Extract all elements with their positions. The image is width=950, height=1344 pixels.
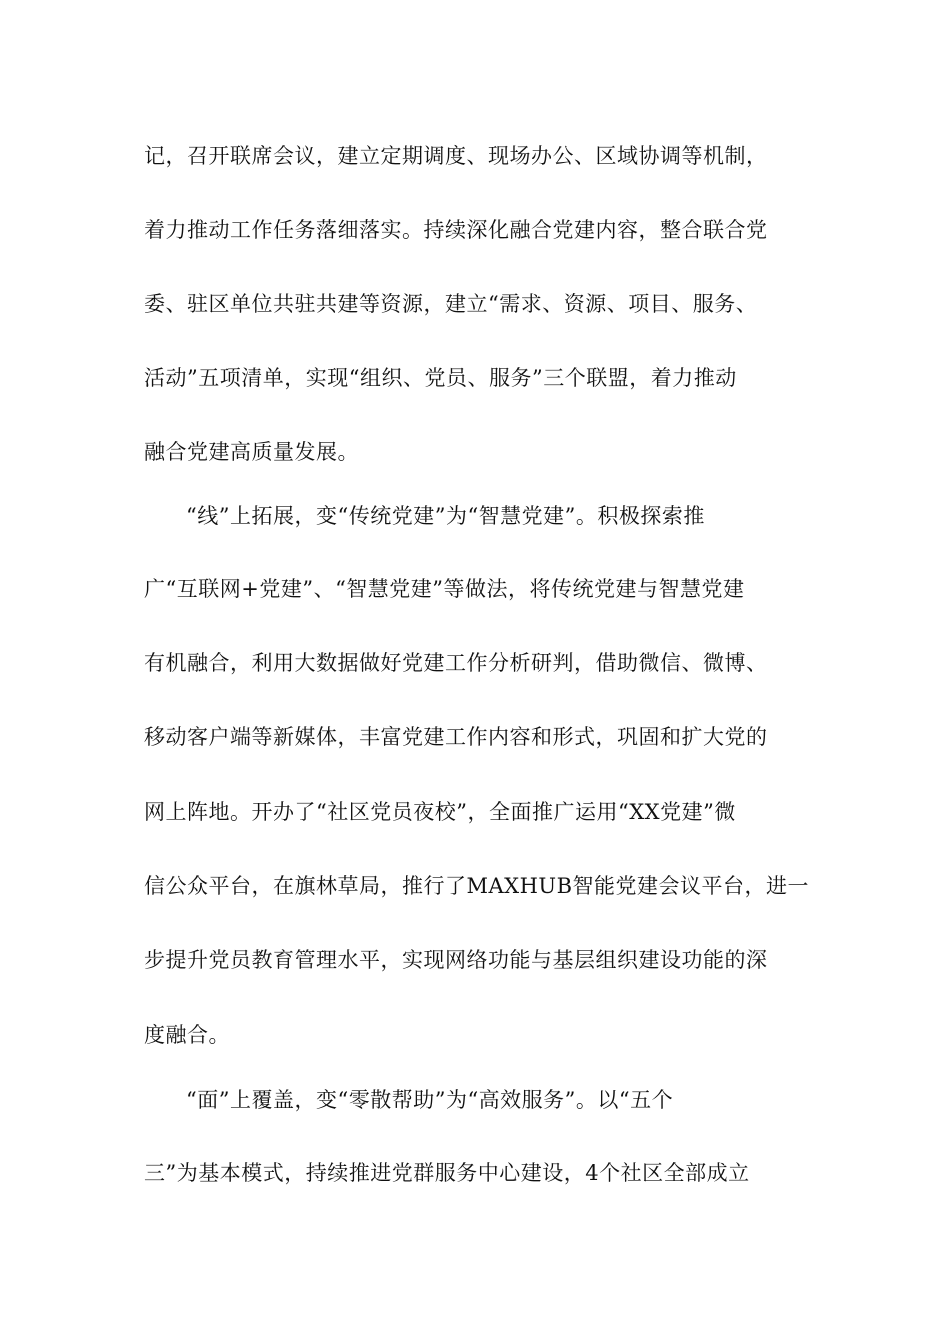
text-line: 广“互联网+党建”、“智慧党建”等做法，将传统党建与智慧党建 [144,577,745,601]
text-line: 度融合。 [144,1023,230,1047]
text-line: 记，召开联席会议，建立定期调度、现场办公、区域协调等机制， [144,144,768,168]
text-line: 步提升党员教育管理水平，实现网络功能与基层组织建设功能的深 [144,948,768,972]
text-line: 网上阵地。开办了“社区党员夜校”，全面推广运用“XX党建”微 [144,800,736,824]
text-line: 融合党建高质量发展。 [144,440,359,464]
paragraph-start-line: “面”上覆盖，变“零散帮助”为“高效服务”。以“五个 [186,1088,674,1112]
text-line: 信公众平台，在旗林草局，推行了MAXHUB智能党建会议平台，进一 [144,874,810,898]
text-line: 三”为基本模式，持续推进党群服务中心建设，4个社区全部成立 [144,1161,750,1185]
text-line: 有机融合，利用大数据做好党建工作分析研判，借助微信、微博、 [144,651,768,675]
text-line: 着力推动工作任务落细落实。持续深化融合党建内容，整合联合党 [144,218,768,242]
text-line: 委、驻区单位共驻共建等资源，建立“需求、资源、项目、服务、 [144,292,758,316]
text-line: 移动客户端等新媒体，丰富党建工作内容和形式，巩固和扩大党的 [144,725,768,749]
text-line: 活动”五项清单，实现“组织、党员、服务”三个联盟，着力推动 [144,366,737,390]
paragraph-start-line: “线”上拓展，变“传统党建”为“智慧党建”。积极探索推 [186,504,705,528]
